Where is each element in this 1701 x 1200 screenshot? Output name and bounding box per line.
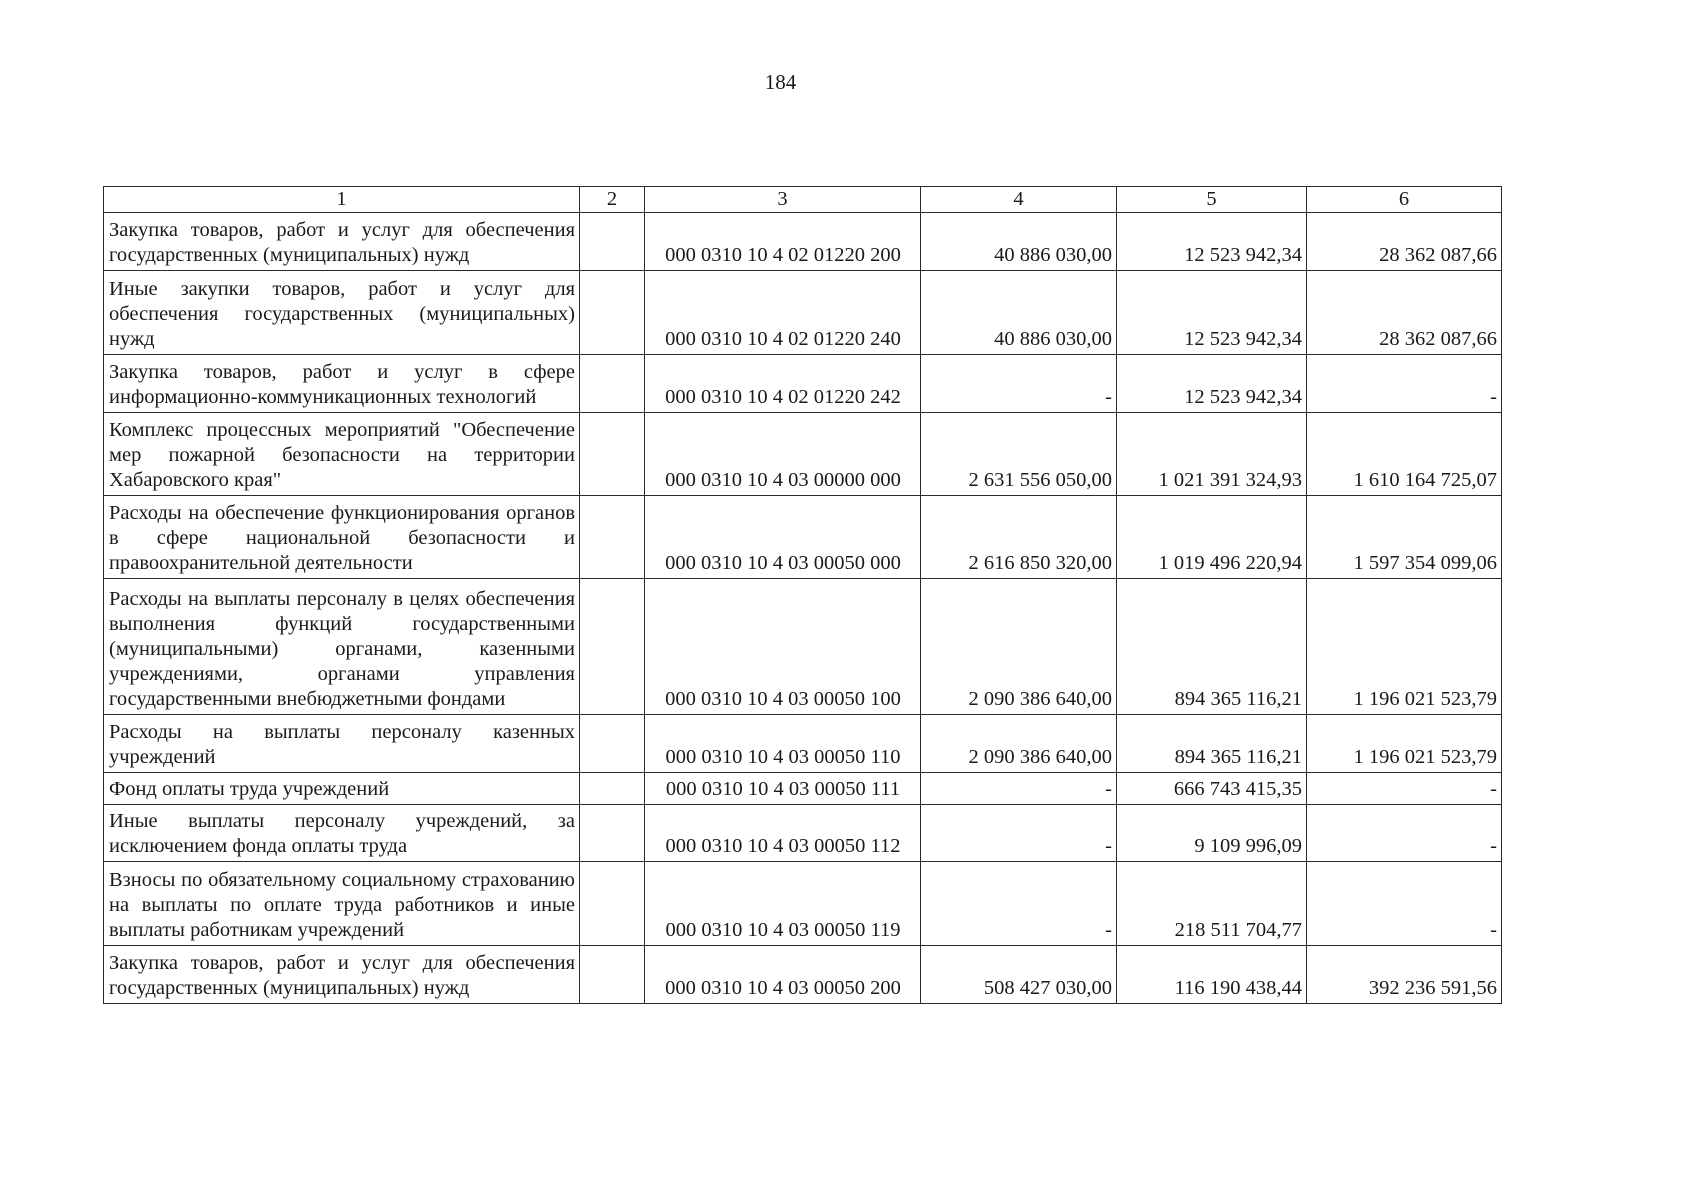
row-code-cell: 000 0310 10 4 03 00050 200: [645, 946, 921, 1004]
row-code-cell: 000 0310 10 4 03 00050 110: [645, 715, 921, 773]
row-col6-cell: -: [1307, 862, 1502, 946]
table-row: [104, 805, 1502, 862]
table-row: [104, 715, 1502, 773]
row-col4-cell: 508 427 030,00: [921, 946, 1117, 1004]
row-name-cell: Закупка товаров, работ и услуг для обеспечения государственных (муниципальных) нужд: [104, 946, 580, 1004]
row-code-cell: 000 0310 10 4 03 00050 112: [645, 805, 921, 862]
row-col6-cell: 1 196 021 523,79: [1307, 579, 1502, 715]
budget-table: [103, 186, 1502, 1004]
table-row: [104, 213, 1502, 271]
row-col4-cell: -: [921, 805, 1117, 862]
table-row: [104, 355, 1502, 413]
row-code-cell: 000 0310 10 4 02 01220 200: [645, 213, 921, 271]
row-col6-cell: 28 362 087,66: [1307, 213, 1502, 271]
row-col2-cell: [580, 579, 645, 715]
row-col6-cell: -: [1307, 773, 1502, 805]
row-col6-cell: -: [1307, 355, 1502, 413]
table-row: [104, 271, 1502, 355]
row-col6-cell: 1 597 354 099,06: [1307, 496, 1502, 579]
row-col4-cell: 2 090 386 640,00: [921, 579, 1117, 715]
row-name-cell: Комплекс процессных мероприятий "Обеспечение мер пожарной безопасности на территории Хабаровского края": [104, 413, 580, 496]
table-row: [104, 862, 1502, 946]
row-col5-cell: 116 190 438,44: [1117, 946, 1307, 1004]
row-col5-cell: 12 523 942,34: [1117, 271, 1307, 355]
row-col2-cell: [580, 805, 645, 862]
row-col4-cell: 40 886 030,00: [921, 213, 1117, 271]
header-col-6: 6: [1307, 187, 1502, 213]
row-name-cell: Иные выплаты персоналу учреждений, за исключением фонда оплаты труда: [104, 805, 580, 862]
row-col4-cell: -: [921, 355, 1117, 413]
row-col4-cell: 2 090 386 640,00: [921, 715, 1117, 773]
row-col4-cell: 40 886 030,00: [921, 271, 1117, 355]
table-row: [104, 496, 1502, 579]
header-col-4: 4: [921, 187, 1117, 213]
row-code-cell: 000 0310 10 4 03 00000 000: [645, 413, 921, 496]
row-col5-cell: 894 365 116,21: [1117, 715, 1307, 773]
row-code-cell: 000 0310 10 4 03 00050 100: [645, 579, 921, 715]
row-name-cell: Закупка товаров, работ и услуг в сфере информационно-коммуникационных технологий: [104, 355, 580, 413]
row-col2-cell: [580, 213, 645, 271]
row-col2-cell: [580, 862, 645, 946]
row-col5-cell: 666 743 415,35: [1117, 773, 1307, 805]
table-row: [104, 946, 1502, 1004]
header-col-5: 5: [1117, 187, 1307, 213]
header-col-3: 3: [645, 187, 921, 213]
row-col4-cell: 2 631 556 050,00: [921, 413, 1117, 496]
row-code-cell: 000 0310 10 4 03 00050 119: [645, 862, 921, 946]
row-col4-cell: -: [921, 862, 1117, 946]
table-header-row: [104, 187, 1502, 213]
table-row: [104, 773, 1502, 805]
row-name-cell: Расходы на обеспечение функционирования органов в сфере национальной безопасности и правоохранительной деятельности: [104, 496, 580, 579]
row-col6-cell: 392 236 591,56: [1307, 946, 1502, 1004]
row-col5-cell: 1 021 391 324,93: [1117, 413, 1307, 496]
row-col2-cell: [580, 355, 645, 413]
row-name-cell: Взносы по обязательному социальному страхованию на выплаты по оплате труда работников и иные выплаты работникам учреждений: [104, 862, 580, 946]
row-code-cell: 000 0310 10 4 03 00050 111: [645, 773, 921, 805]
row-col5-cell: 12 523 942,34: [1117, 213, 1307, 271]
row-code-cell: 000 0310 10 4 02 01220 240: [645, 271, 921, 355]
row-col5-cell: 9 109 996,09: [1117, 805, 1307, 862]
row-col2-cell: [580, 496, 645, 579]
row-col5-cell: 894 365 116,21: [1117, 579, 1307, 715]
row-name-cell: Расходы на выплаты персоналу в целях обеспечения выполнения функций государственными (муниципальными) органами, казенными учреждениями, органами управления государственными внебюджетными фондами: [104, 579, 580, 715]
row-col6-cell: 1 196 021 523,79: [1307, 715, 1502, 773]
table-row: [104, 413, 1502, 496]
row-col5-cell: 12 523 942,34: [1117, 355, 1307, 413]
row-col2-cell: [580, 715, 645, 773]
header-col-2: 2: [580, 187, 645, 213]
row-col2-cell: [580, 773, 645, 805]
row-col2-cell: [580, 271, 645, 355]
row-col4-cell: 2 616 850 320,00: [921, 496, 1117, 579]
row-code-cell: 000 0310 10 4 03 00050 000: [645, 496, 921, 579]
row-col6-cell: -: [1307, 805, 1502, 862]
row-name-cell: Закупка товаров, работ и услуг для обеспечения государственных (муниципальных) нужд: [104, 213, 580, 271]
row-col6-cell: 1 610 164 725,07: [1307, 413, 1502, 496]
row-col5-cell: 1 019 496 220,94: [1117, 496, 1307, 579]
row-col2-cell: [580, 413, 645, 496]
page-number: 184: [764, 70, 797, 94]
row-col6-cell: 28 362 087,66: [1307, 271, 1502, 355]
row-name-cell: Фонд оплаты труда учреждений: [104, 773, 580, 805]
row-col2-cell: [580, 946, 645, 1004]
row-col5-cell: 218 511 704,77: [1117, 862, 1307, 946]
header-col-1: 1: [104, 187, 580, 213]
row-name-cell: Расходы на выплаты персоналу казенных учреждений: [104, 715, 580, 773]
table-row: [104, 579, 1502, 715]
row-code-cell: 000 0310 10 4 02 01220 242: [645, 355, 921, 413]
row-col4-cell: -: [921, 773, 1117, 805]
row-name-cell: Иные закупки товаров, работ и услуг для обеспечения государственных (муниципальных) нужд: [104, 271, 580, 355]
